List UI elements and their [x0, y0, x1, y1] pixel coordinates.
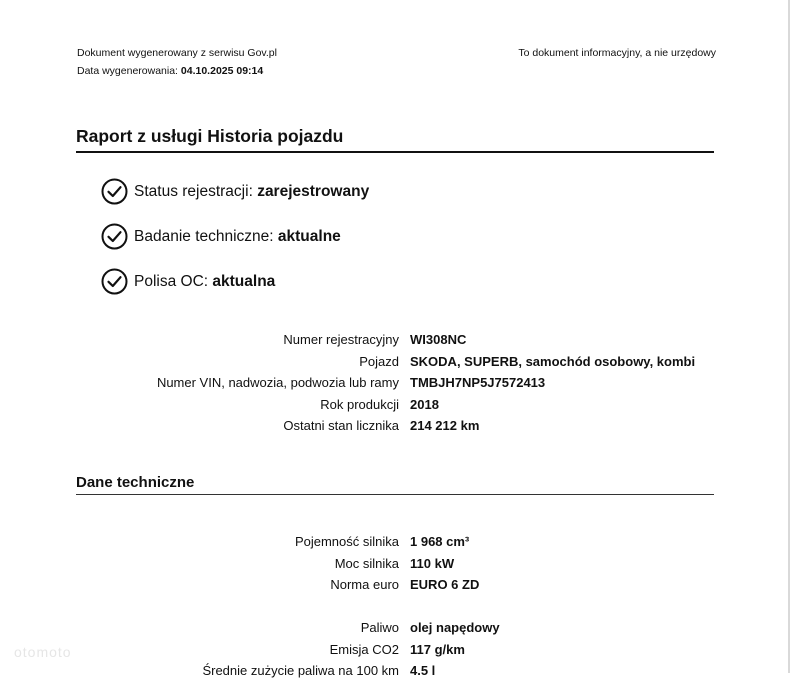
detail-row [0, 617, 500, 639]
status-list [101, 177, 369, 312]
detail-value: 110 kW [410, 555, 455, 571]
fuel-details [0, 617, 500, 682]
status-inspection [101, 222, 369, 251]
detail-value: 1 968 cm³ [410, 534, 470, 550]
detail-label: Paliwo [360, 620, 399, 636]
status-label: Polisa OC: [134, 272, 213, 290]
detail-label: Numer rejestracyjny [283, 332, 399, 348]
detail-label: Moc silnika [334, 555, 399, 571]
detail-value: 214 212 km [410, 418, 480, 434]
generated-date-line [77, 62, 277, 80]
detail-row [0, 415, 695, 437]
detail-value: olej napędowy [410, 620, 500, 636]
detail-label: Pojemność silnika [294, 534, 399, 550]
detail-row [0, 553, 479, 575]
status-label: Status rejestracji: [134, 182, 258, 200]
detail-label: Średnie zużycie paliwa na 100 km [202, 663, 399, 679]
generated-date-label: Data wygenerowania: [77, 65, 181, 77]
status-value: aktualne [277, 227, 341, 245]
check-circle-icon [101, 178, 128, 205]
header-left [77, 44, 277, 80]
status-value: aktualna [212, 272, 276, 290]
detail-row [0, 531, 479, 553]
detail-label: Emisja CO2 [329, 641, 399, 657]
detail-value: WI308NC [410, 332, 467, 348]
detail-label: Rok produkcji [320, 396, 399, 412]
detail-label: Pojazd [359, 353, 399, 369]
detail-row [0, 372, 695, 394]
detail-label: Numer VIN, nadwozia, podwozia lub ramy [156, 375, 399, 391]
detail-value: 2018 [410, 396, 439, 412]
status-value: zarejestrowany [257, 182, 370, 200]
vehicle-details [0, 329, 695, 437]
generated-source: Dokument wygenerowany z serwisu Gov.pl [77, 47, 277, 59]
section-title-technical: Dane techniczne [76, 474, 714, 495]
status-insurance [101, 267, 369, 296]
check-circle-icon [101, 223, 128, 250]
header-right [518, 44, 716, 62]
document-notice: To dokument informacyjny, a nie urzędowy [518, 47, 716, 59]
detail-label: Ostatni stan licznika [283, 418, 399, 434]
detail-value: 117 g/km [410, 641, 465, 657]
detail-value: SKODA, SUPERB, samochód osobowy, kombi [410, 353, 696, 369]
detail-row [0, 351, 695, 373]
detail-value: EURO 6 ZD [410, 577, 480, 593]
report-title: Raport z usługi Historia pojazdu [76, 126, 714, 153]
detail-row [0, 394, 695, 416]
detail-row [0, 660, 500, 682]
detail-row [0, 639, 500, 661]
detail-value: 4.5 l [410, 663, 436, 679]
status-label: Badanie techniczne: [134, 227, 278, 245]
detail-row [0, 329, 695, 351]
watermark: otomoto [14, 644, 72, 660]
detail-value: TMBJH7NP5J7572413 [410, 375, 546, 391]
generated-date-value: 04.10.2025 09:14 [180, 65, 264, 77]
status-registration [101, 177, 369, 206]
detail-row [0, 574, 479, 596]
check-circle-icon [101, 268, 128, 295]
engine-details [0, 531, 479, 596]
detail-label: Norma euro [330, 577, 399, 593]
